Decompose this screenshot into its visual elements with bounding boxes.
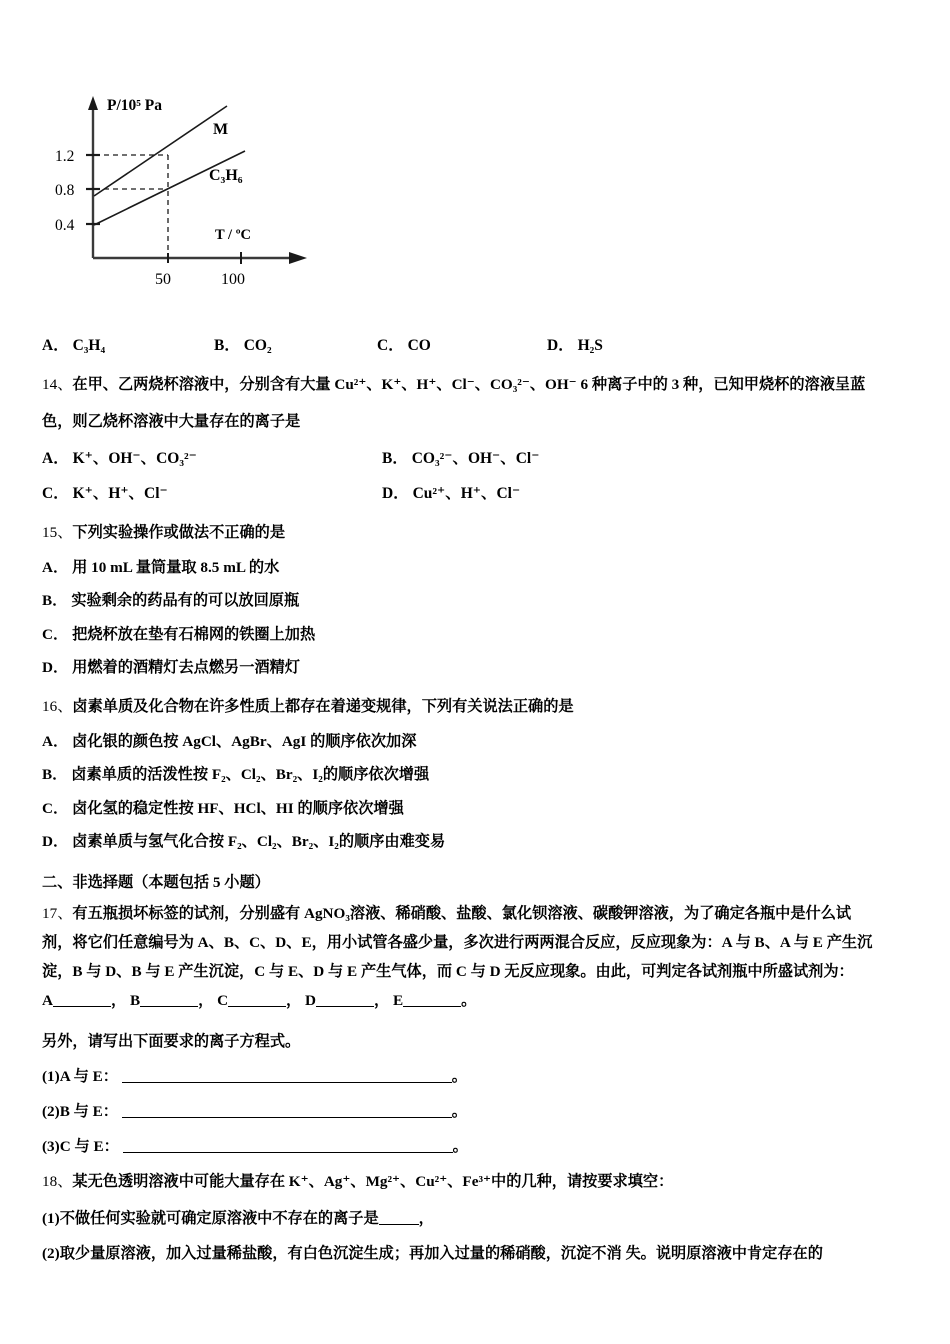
q17-number: 17、 [42, 905, 73, 922]
q13-options-row [42, 333, 918, 355]
q15-option-d-text: 用燃着的酒精灯去点燃另一酒精灯 [72, 658, 300, 676]
q17-blank-d[interactable] [316, 1006, 374, 1007]
q17-sub-3-blank[interactable] [123, 1152, 453, 1153]
q15-stem [42, 522, 918, 544]
q18-item-2-label: (2) [42, 1244, 60, 1262]
q14-stem [42, 374, 918, 396]
series-line-C3H6 [94, 151, 245, 225]
q16-number: 16、 [42, 698, 73, 716]
section-2-title: 二、非选择题（本题包括 5 小题） [42, 874, 270, 891]
q17-line-3 [42, 958, 918, 987]
q17-note [42, 1030, 918, 1051]
q16-option-a-text: 卤化银的颜色按 AgCl、AgBr、AgI 的顺序依次加深 [72, 733, 417, 751]
q17-sub-2-label: (2)B 与 E： [42, 1102, 118, 1120]
q17-blanks-line: A ， B ， C ， D ， E 。 [42, 991, 477, 1009]
document-body [42, 320, 918, 1263]
q17-blank-label-c: C [217, 991, 229, 1009]
q18-item-2-text: 取少量原溶液，加入过量稀盐酸，有白色沉淀生成；再加入过量的稀硝酸，沉淀不消 失。说明原溶液中肯定存在的 [59, 1244, 823, 1262]
q17-blank-b[interactable] [140, 1006, 198, 1007]
q16-option-b-text: 卤素单质的活泼性按 F₂、Cl₂、Br₂、I₂的顺序依次增强 [71, 766, 430, 784]
chart-svg [55, 88, 385, 303]
chart-y-tick-label-1: 1.2 [55, 148, 75, 165]
q14-option-a-text: K⁺、OH⁻、CO₃²⁻ [72, 450, 197, 468]
q16-option-a: A． 卤化银的颜色按 AgCl、AgBr、AgI 的顺序依次加深 [42, 733, 417, 751]
q18-item-1 [42, 1207, 918, 1228]
q18-stem [42, 1171, 918, 1193]
q18-item-1-label: (1) [42, 1209, 60, 1227]
q17-line-2 [42, 929, 918, 958]
q14-option-d-text: Cu²⁺、H⁺、Cl⁻ [412, 485, 521, 503]
q15-option-c-text: 把烧杯放在垫有石棉网的铁圈上加热 [72, 625, 316, 643]
chart-x-tick-label-1: 50 [155, 271, 171, 288]
q18-number: 18、 [42, 1172, 73, 1190]
q17-sub-3-label: (3)C 与 E： [42, 1137, 119, 1155]
q15-option-a-text: 用 10 mL 量筒量取 8.5 mL 的水 [72, 559, 280, 577]
q18-item-1-blank[interactable] [379, 1224, 419, 1225]
q18-item-2 [42, 1242, 918, 1263]
q14-option-a: A． K⁺、OH⁻、CO₃²⁻ [42, 450, 197, 468]
q17-blank-label-b: B [129, 991, 141, 1009]
q14-option-b-text: CO₃²⁻、OH⁻、Cl⁻ [411, 450, 540, 468]
q15-option-b-text: 实验剩余的药品有的可以放回原瓶 [71, 592, 300, 610]
q15-option-c: C． 把烧杯放在垫有石棉网的铁圈上加热 [42, 625, 316, 643]
pressure-temperature-chart [55, 88, 385, 303]
q16-stem-text: 卤素单质及化合物在许多性质上都存在着递变规律，下列有关说法正确的是 [72, 698, 574, 716]
q16-stem [42, 696, 918, 718]
q17-blank-e[interactable] [403, 1006, 461, 1007]
q16-option-d-text: 卤素单质与氢气化合按 F₂、Cl₂、Br₂、I₂的顺序由难变易 [72, 832, 446, 850]
q16-option-c-text: 卤化氢的稳定性按 HF、HCl、HI 的顺序依次增强 [72, 799, 404, 817]
chart-y-tick-label-3: 0.4 [55, 217, 75, 234]
q13-option-a: A． C₃H₄ [42, 337, 106, 354]
q14-number: 14、 [42, 376, 73, 393]
q17-sub-1-blank[interactable] [122, 1082, 452, 1083]
q17-blank-c[interactable] [228, 1006, 286, 1007]
q13-option-b-text: CO₂ [243, 337, 272, 354]
x-axis-arrow [289, 252, 307, 264]
q14-options-row-2 [42, 481, 918, 503]
q15-stem-text: 下列实验操作或做法不正确的是 [72, 524, 285, 542]
q16-option-d: D． 卤素单质与氢气化合按 F₂、Cl₂、Br₂、I₂的顺序由难变易 [42, 832, 446, 850]
q13-option-a-text: C₃H₄ [72, 337, 106, 354]
chart-series-label-C3H6: C₃H₆ [209, 167, 243, 184]
q13-option-c-text: CO [407, 337, 431, 354]
q17-sub-1 [42, 1065, 918, 1086]
q17-line-1 [42, 900, 918, 929]
q14-stem-line2: 色，则乙烧杯溶液中大量存在的离子是 [42, 413, 301, 431]
q17-note-text: 另外，请写出下面要求的离子方程式。 [42, 1032, 301, 1050]
q13-option-b: B． CO₂ [214, 337, 272, 354]
q16-option-c: C． 卤化氢的稳定性按 HF、HCl、HI 的顺序依次增强 [42, 799, 404, 817]
q17-sub-1-label: (1)A 与 E： [42, 1067, 118, 1085]
q14-option-d: D． Cu²⁺、H⁺、Cl⁻ [382, 485, 521, 503]
chart-x-tick-label-2: 100 [221, 271, 245, 288]
q17-sub-2-end: 。 [451, 1102, 467, 1120]
q14-options-row-1 [42, 446, 918, 468]
q13-option-d-text: H₂S [577, 337, 603, 354]
q16-option-b: B． 卤素单质的活泼性按 F₂、Cl₂、Br₂、I₂的顺序依次增强 [42, 766, 430, 784]
q17-blank-label-d: D [305, 991, 316, 1009]
q14-stem-line1: 在甲、乙两烧杯溶液中，分别含有大量 Cu²⁺、K⁺、H⁺、Cl⁻、CO₃²⁻、OH⁻ 6 种离子中的 3 种，已知甲烧杯的溶液呈蓝 [72, 376, 866, 393]
q17-body [42, 900, 918, 1016]
chart-x-axis-label: T / ºC [215, 227, 251, 243]
q17-blank-a[interactable] [53, 1006, 111, 1007]
q17-line3-text: 淀，B 与 D、B 与 E 产生沉淀，C 与 E、D 与 E 产生气体，而 C 与 D 无反应现象。由此，可判定各试剂瓶中所盛试剂为： [42, 962, 854, 980]
q18-item-1-end: ， [418, 1209, 434, 1227]
q17-sub-2-blank[interactable] [122, 1117, 452, 1118]
q18-stem-text: 某无色透明溶液中可能大量存在 K⁺、Ag⁺、Mg²⁺、Cu²⁺、Fe³⁺中的几种，请按要求填空： [72, 1172, 674, 1190]
q15-option-d: D． 用燃着的酒精灯去点燃另一酒精灯 [42, 658, 300, 676]
q17-sub-1-end: 。 [451, 1067, 467, 1085]
chart-y-axis-label: P/10⁵ Pa [107, 97, 163, 114]
q17-line2-text: 剂，将它们任意编号为 A、B、C、D、E，用小试管各盛少量，多次进行两两混合反应，反应现象为：A 与 B、A 与 E 产生沉 [42, 933, 873, 951]
series-line-M [94, 106, 227, 196]
q15-option-a: A． 用 10 mL 量筒量取 8.5 mL 的水 [42, 559, 280, 577]
q17-blank-label-a: A [42, 991, 53, 1009]
q14-option-c: C． K⁺、H⁺、Cl⁻ [42, 485, 168, 503]
y-axis-arrow [88, 96, 98, 110]
q15-option-b: B． 实验剩余的药品有的可以放回原瓶 [42, 592, 300, 610]
q17-blanks-end: 。 [461, 991, 477, 1009]
q17-line1-text: 有五瓶损坏标签的试剂，分别盛有 AgNO₃溶液、稀硝酸、盐酸、氯化钡溶液、碳酸钾溶液，为了确定各瓶中是什么试 [72, 905, 852, 922]
q14-stem-line2-wrap [42, 411, 918, 433]
q17-sub-3-end: 。 [452, 1137, 468, 1155]
q17-sub-3 [42, 1135, 918, 1156]
chart-y-tick-label-2: 0.8 [55, 182, 75, 199]
chart-series-label-M: M [213, 121, 229, 138]
q14-option-b: B． CO₃²⁻、OH⁻、Cl⁻ [382, 450, 540, 468]
q18-item-1-text: 不做任何实验就可确定原溶液中不存在的离子是 [59, 1209, 379, 1227]
q15-number: 15、 [42, 524, 73, 542]
q13-option-c: C． CO [377, 337, 431, 354]
q13-option-d: D． H₂S [547, 337, 603, 354]
q14-option-c-text: K⁺、H⁺、Cl⁻ [72, 485, 168, 503]
q17-sub-2 [42, 1100, 918, 1121]
q17-blank-label-e: E [392, 991, 404, 1009]
